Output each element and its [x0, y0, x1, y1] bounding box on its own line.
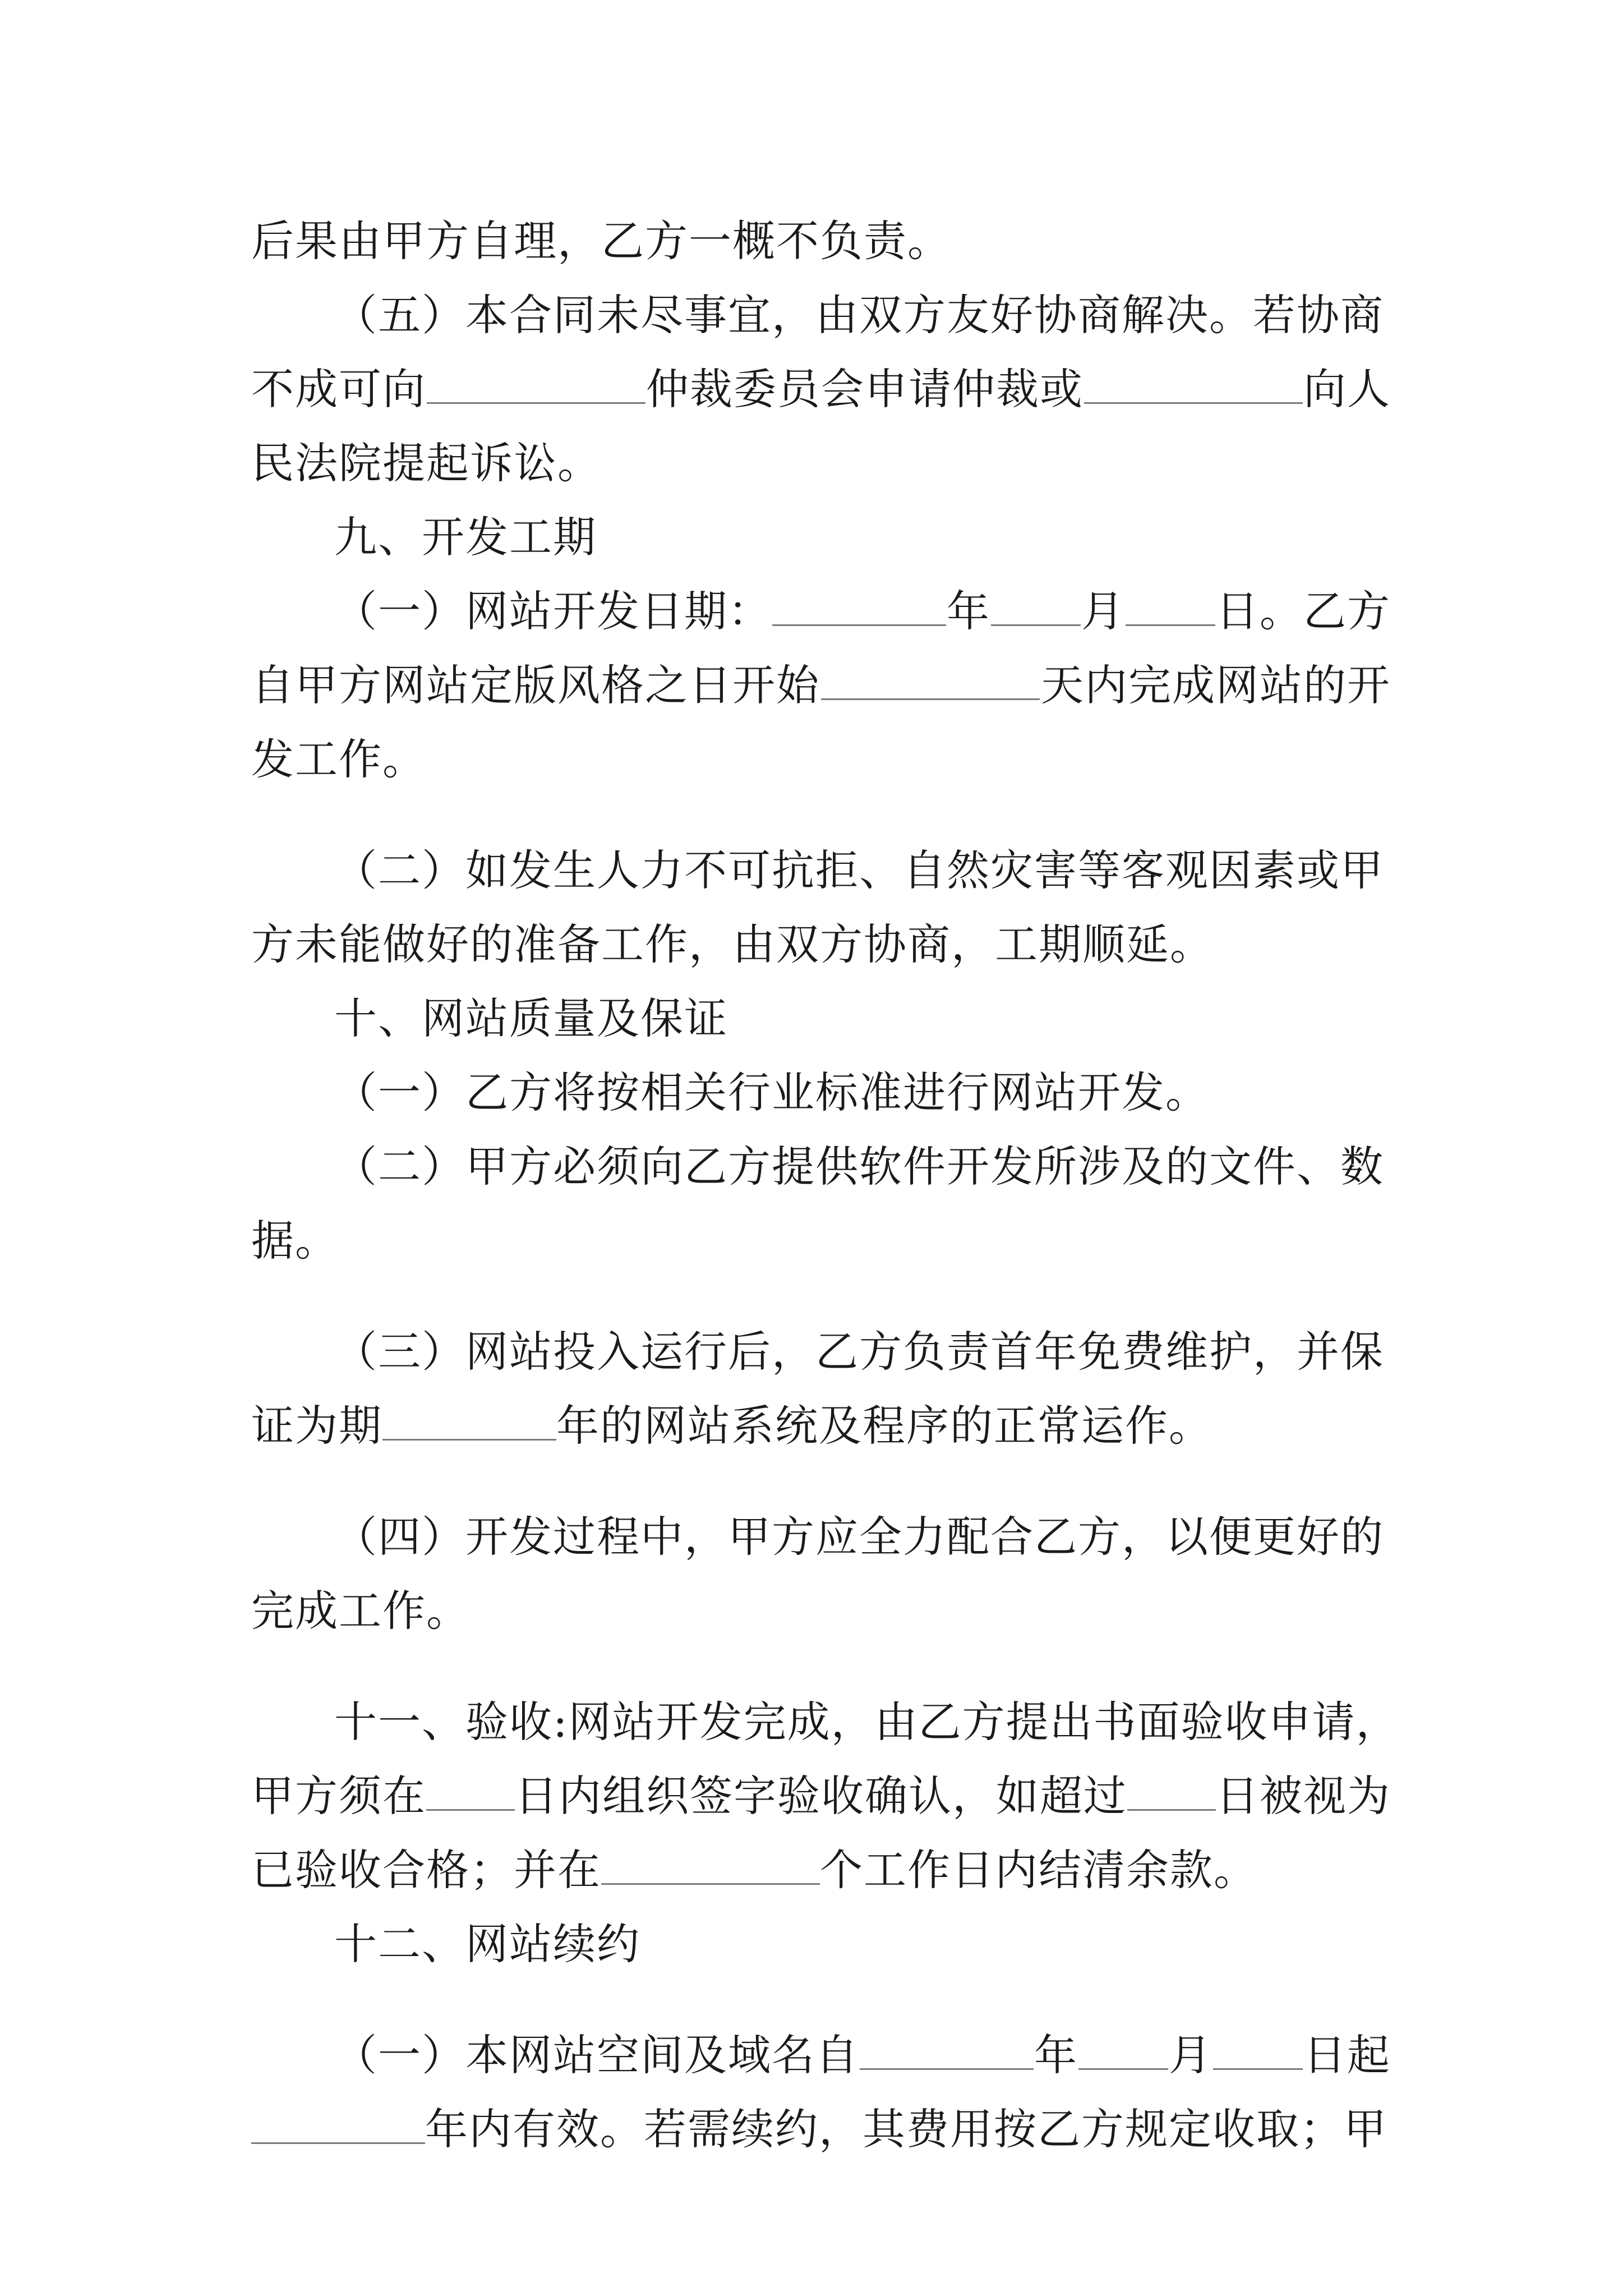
- validity-years-blank[interactable]: [251, 2099, 425, 2144]
- section-heading: 十、网站质量及保证: [334, 993, 728, 1043]
- paragraph-line: 甲方须在 日内组织签字验收确认，如超过 日被视为: [251, 1763, 1391, 1830]
- warranty-years-blank[interactable]: [382, 1395, 556, 1441]
- workdays-blank[interactable]: [601, 1839, 820, 1885]
- section-heading: 九、开发工期: [334, 512, 597, 562]
- paragraph-line: 已验收合格；并在 个工作日内结清余款。: [251, 1837, 1257, 1904]
- paragraph-line: 民法院提起诉讼。: [251, 438, 601, 488]
- year-blank[interactable]: [860, 2024, 1034, 2070]
- overdue-days-blank[interactable]: [1127, 1765, 1216, 1811]
- development-date-line: （一）网站开发日期： 年 月 日。乙方: [334, 578, 1391, 645]
- arbitration-committee-blank[interactable]: [427, 358, 645, 404]
- paragraph-line: 年内有效。若需续约，其费用按乙方规定收取；甲: [251, 2096, 1387, 2163]
- paragraph-line: 自甲方网站定版风格之日开始 天内完成网站的开: [251, 652, 1391, 719]
- month-blank[interactable]: [1078, 2024, 1168, 2070]
- renewal-date-line: （一）本网站空间及域名自 年 月 日起: [334, 2022, 1391, 2089]
- section-heading: 十二、网站续约: [334, 1919, 640, 1969]
- day-blank[interactable]: [1213, 2024, 1303, 2070]
- year-blank[interactable]: [772, 581, 946, 626]
- paragraph-line: 证为期 年的网站系统及程序的正常运作。: [251, 1392, 1212, 1460]
- clause-line: （一）乙方将按相关行业标准进行网站开发。: [334, 1068, 1209, 1117]
- day-blank[interactable]: [1126, 581, 1215, 626]
- days-blank[interactable]: [821, 655, 1040, 700]
- paragraph-line: 方未能做好的准备工作，由双方协商，工期顺延。: [251, 919, 1214, 969]
- clause-line: （二）如发生人力不可抗拒、自然灾害等客观因素或甲: [334, 845, 1384, 895]
- paragraph-line: 后果由甲方自理，乙方一概不负责。: [251, 216, 951, 266]
- clause-line: （二）甲方必须向乙方提供软件开发所涉及的文件、数: [334, 1142, 1384, 1191]
- paragraph-line: 发工作。: [251, 734, 426, 784]
- paragraph-line: 据。: [251, 1216, 339, 1266]
- paragraph-line: 不成可向 仲裁委员会申请仲裁或 向人: [251, 356, 1391, 423]
- paragraph-line: 完成工作。: [251, 1586, 470, 1636]
- clause-line: （四）开发过程中，甲方应全力配合乙方，以便更好的: [334, 1512, 1384, 1562]
- acceptance-line: 十一、验收:网站开发完成，由乙方提出书面验收申请，: [334, 1697, 1400, 1747]
- month-blank[interactable]: [991, 581, 1081, 626]
- court-blank[interactable]: [1084, 358, 1303, 404]
- clause-5-line: （五）本合同未尽事宜，由双方友好协商解决。若协商: [334, 290, 1384, 340]
- clause-line: （三）网站投入运行后，乙方负责首年免费维护，并保: [334, 1327, 1384, 1377]
- acceptance-days-blank[interactable]: [426, 1765, 515, 1811]
